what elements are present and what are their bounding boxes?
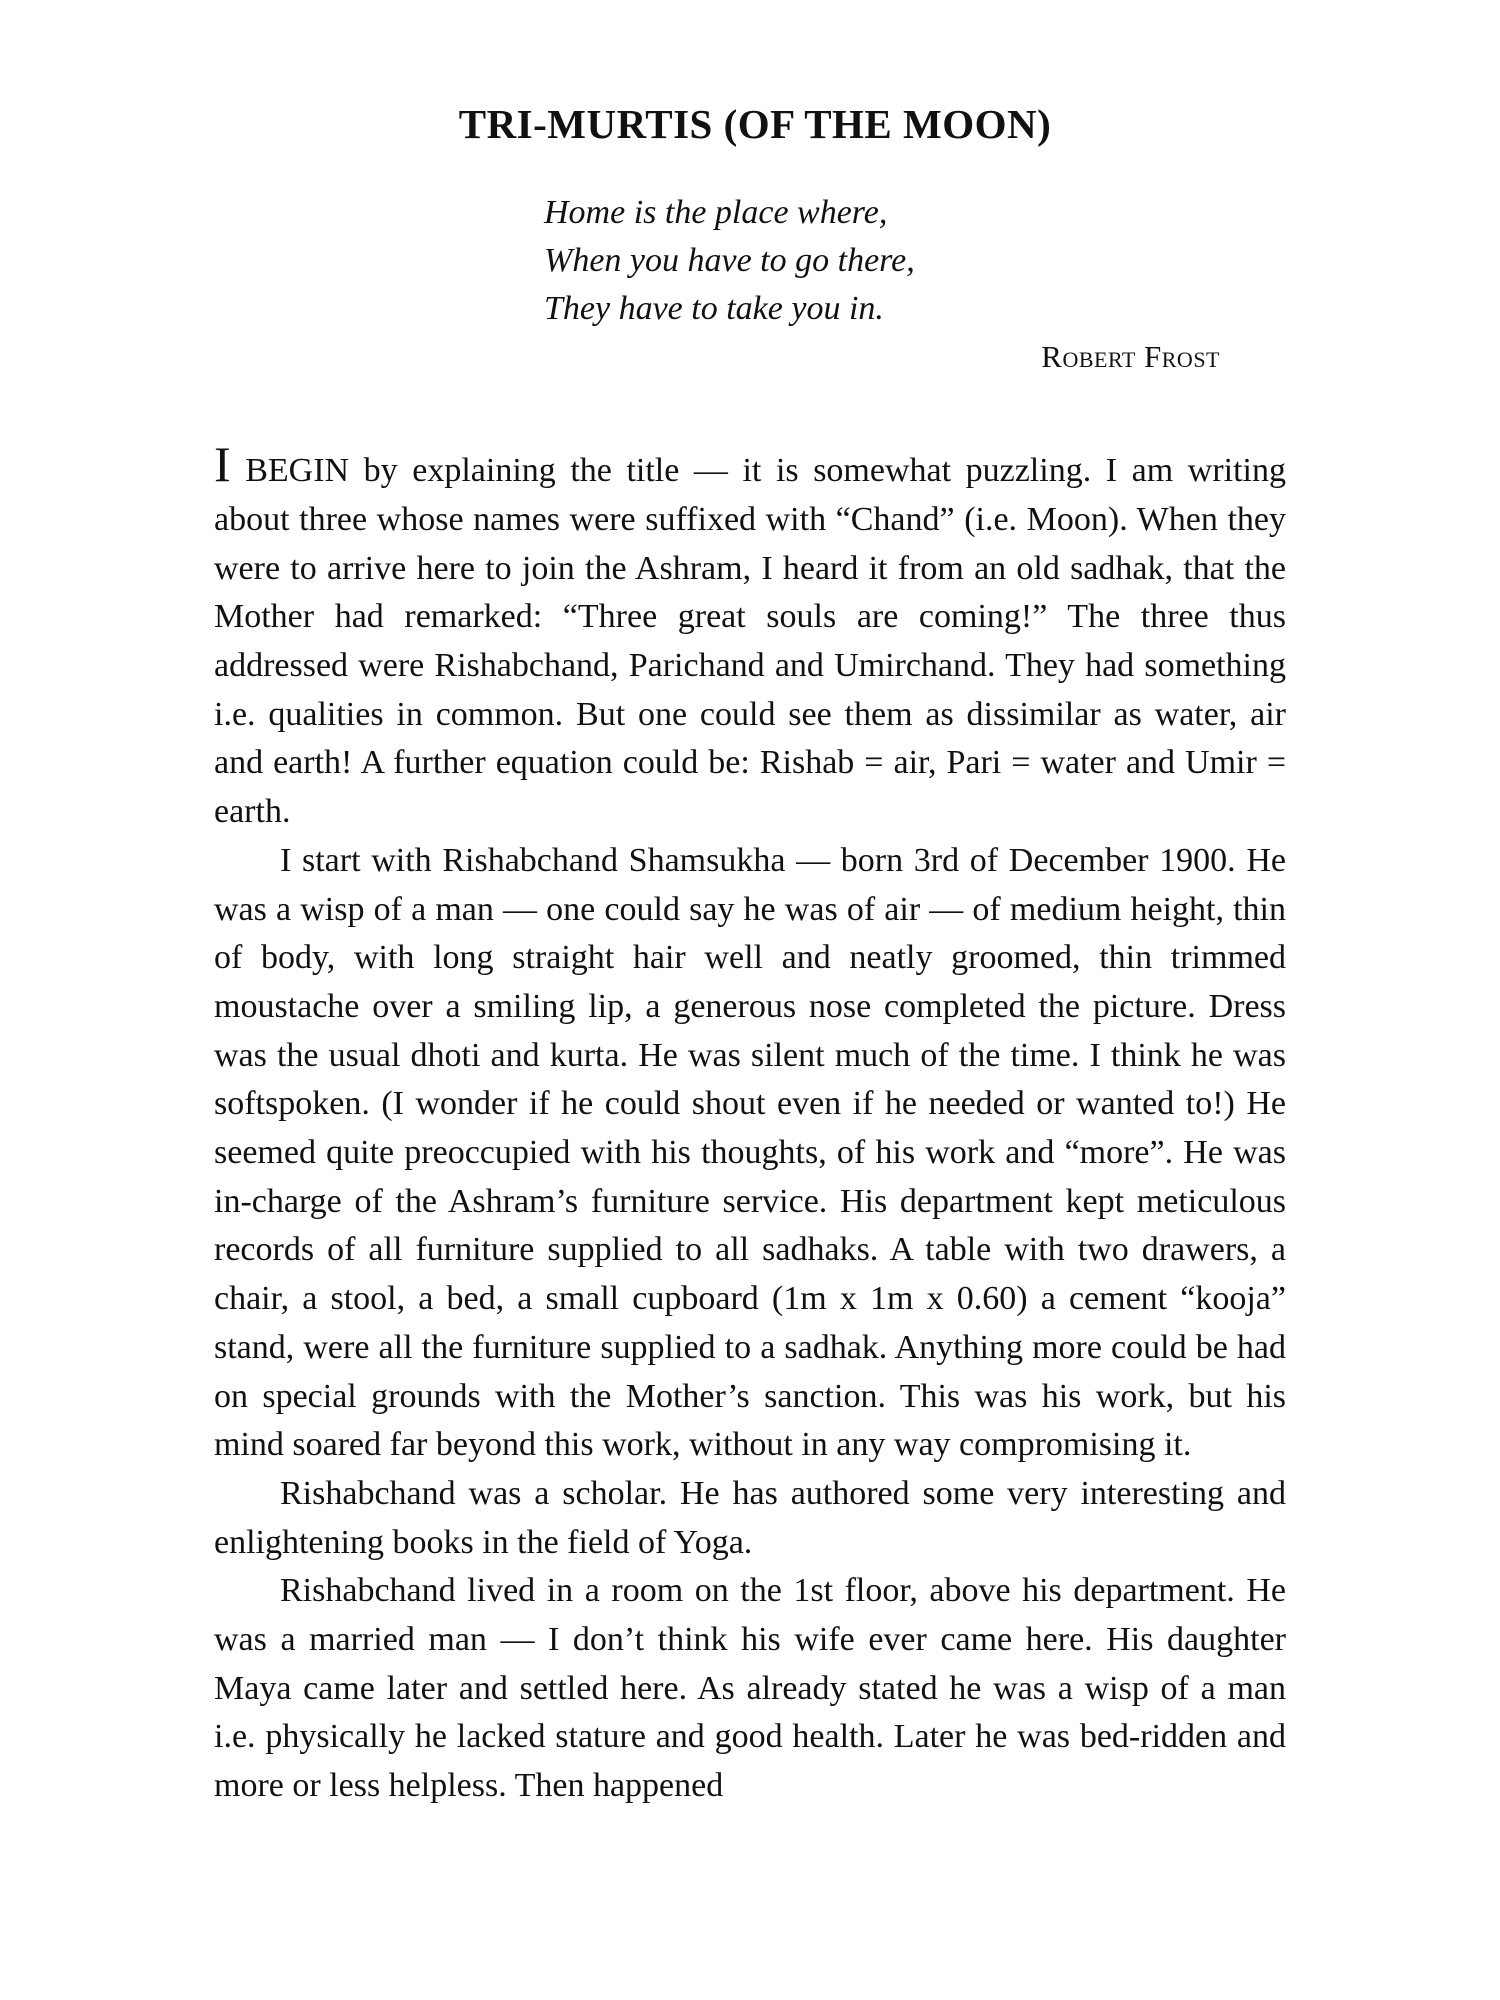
chapter-title: TRI-MURTIS (OF THE MOON) [458, 101, 1052, 147]
document-page [214, 100, 1286, 1811]
epigraph-line: They have to take you in. [544, 290, 884, 328]
drop-cap: I [214, 436, 231, 493]
paragraph [214, 436, 1286, 837]
body-text [214, 436, 1286, 1811]
epigraph-author: Robert Frost [1041, 339, 1220, 375]
epigraph-line: When you have to go there, [544, 242, 915, 280]
epigraph [544, 189, 1286, 333]
epigraph-line: Home is the place where, [544, 194, 888, 232]
paragraph: Rishabchand lived in a room on the 1st floor, above his department. He was a married man — I don’t think his wife ever came here. His daughter Maya came later and settled here. As already stated he was a wisp of a man i.e. physically he lacked stature and good health. Later he was bed-ridden and more or less helpless. Then happened [214, 1572, 1286, 1805]
paragraph-text: BEGIN by explaining the title — it is somewhat puzzling. I am writing about three whose names were suffixed with “Chand” (i.e. Moon). When they were to arrive here to join the Ashram, I heard it from an old sadhak, that the Mother had remarked: “Three great souls are coming!” The three thus addressed were Rishabchand, Parichand and Umirchand. They had something i.e. qualities in common. But one could see them as dissimilar as water, air and earth! A further equation could be: Rishab = air, Pari = water and Umir = earth. [214, 452, 1286, 831]
paragraph: Rishabchand was a scholar. He has authored some very interesting and enlightening books in the field of Yoga. [214, 1474, 1286, 1561]
paragraph: I start with Rishabchand Shamsukha — born 3rd of December 1900. He was a wisp of a man — one could say he was of air — of medium height, thin of body, with long straight hair well and neatly groomed, thin trimmed moustache over a smiling lip, a generous nose completed the picture. Dress was the usual dhoti and kurta. He was silent much of the time. I think he was softspoken. (I wonder if he could shout even if he needed or wanted to!) He seemed quite preoccupied with his thoughts, of his work and “more”. He was in-charge of the Ashram’s furniture service. His department kept meticulous records of all furniture supplied to all sadhaks. A table with two drawers, a chair, a stool, a bed, a small cupboard (1m x 1m x 0.60) a cement “kooja” stand, were all the furniture supplied to a sadhak. Anything more could be had on special grounds with the Mother’s sanction. This was his work, but his mind soared far beyond this work, without in any way compromising it. [214, 841, 1286, 1464]
